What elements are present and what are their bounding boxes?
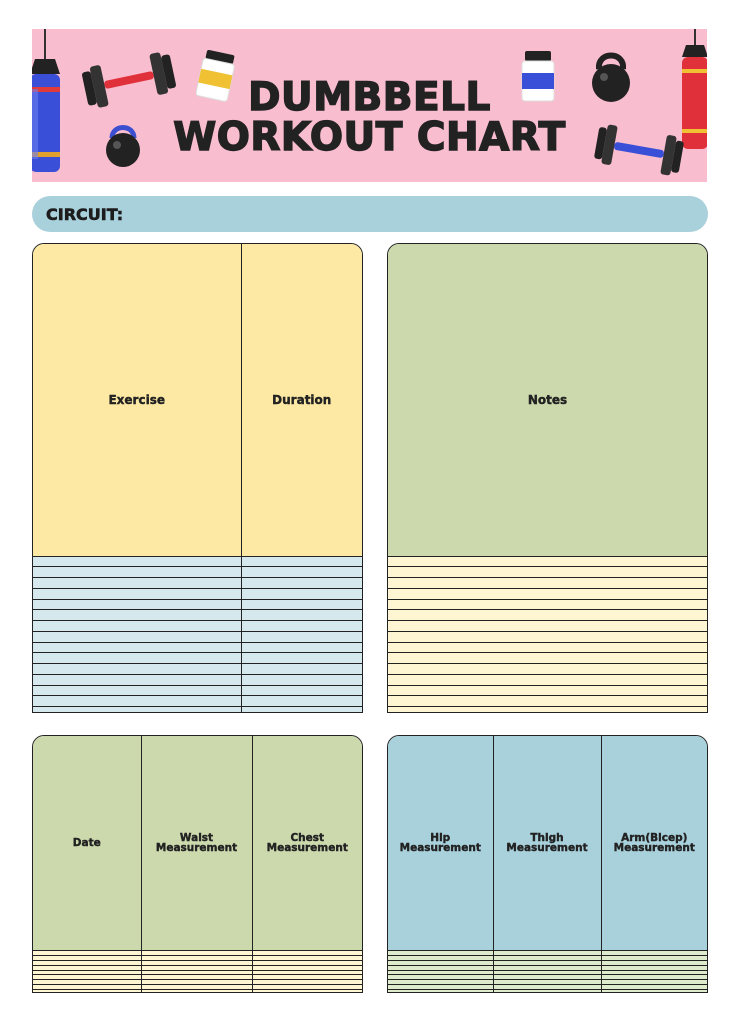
- duration-column-header: Duration: [241, 244, 362, 556]
- exercise-table-cell[interactable]: [33, 707, 241, 713]
- measurement-table-1-cell[interactable]: [141, 990, 252, 992]
- notes-table-row: [388, 578, 707, 589]
- exercise-table-row: [33, 631, 362, 642]
- notes-table-cell[interactable]: [388, 653, 707, 664]
- exercise-table-cell[interactable]: [241, 653, 362, 664]
- notes-table-row: [388, 696, 707, 707]
- exercise-table-cell[interactable]: [241, 642, 362, 653]
- exercise-table-cell[interactable]: [241, 685, 362, 696]
- exercise-table-cell[interactable]: [33, 588, 241, 599]
- notes-table-cell[interactable]: [388, 599, 707, 610]
- notes-table-row: [388, 664, 707, 675]
- exercise-table-cell[interactable]: [241, 707, 362, 713]
- exercise-table-row: [33, 621, 362, 632]
- circuit-field[interactable]: [32, 196, 708, 232]
- measurement-table-hip-thigh-arm: [387, 735, 708, 993]
- waist-column-header: Waist Measurement: [141, 736, 252, 951]
- exercise-table-row: [33, 642, 362, 653]
- exercise-table-cell[interactable]: [241, 674, 362, 685]
- notes-table-cell[interactable]: [388, 664, 707, 675]
- exercise-table-cell[interactable]: [33, 664, 241, 675]
- exercise-table-row: [33, 707, 362, 713]
- notes-table-cell[interactable]: [388, 631, 707, 642]
- notes-column-header: Notes: [388, 244, 707, 556]
- page-title: [32, 75, 707, 160]
- circuit-label: CIRCUIT:: [46, 204, 124, 224]
- exercise-table-cell[interactable]: [241, 621, 362, 632]
- notes-table-cell[interactable]: [388, 674, 707, 685]
- exercise-table-cell[interactable]: [241, 631, 362, 642]
- exercise-table-row: [33, 588, 362, 599]
- exercise-table-row: [33, 696, 362, 707]
- exercise-table-cell[interactable]: [33, 653, 241, 664]
- exercise-table-cell[interactable]: [241, 588, 362, 599]
- notes-table-row: [388, 556, 707, 567]
- notes-table-row: [388, 642, 707, 653]
- notes-table-cell[interactable]: [388, 588, 707, 599]
- notes-table-row: [388, 631, 707, 642]
- notes-table-row: [388, 653, 707, 664]
- exercise-table-cell[interactable]: [241, 556, 362, 567]
- measurement-table-1-row: [33, 990, 362, 992]
- notes-table-cell[interactable]: [388, 707, 707, 713]
- exercise-table-cell[interactable]: [241, 664, 362, 675]
- notes-table-row: [388, 610, 707, 621]
- header-banner: [32, 29, 707, 182]
- exercise-table-cell[interactable]: [33, 642, 241, 653]
- notes-table-row: [388, 588, 707, 599]
- notes-table-cell[interactable]: [388, 556, 707, 567]
- exercise-table-cell[interactable]: [33, 556, 241, 567]
- notes-table-row: [388, 674, 707, 685]
- hip-column-header: Hip Measurement: [388, 736, 493, 951]
- notes-table: [387, 243, 708, 713]
- exercise-table-cell[interactable]: [33, 599, 241, 610]
- exercise-table-cell[interactable]: [33, 578, 241, 589]
- exercise-table-row: [33, 567, 362, 578]
- title-line-1: DUMBBELL: [248, 75, 491, 120]
- exercise-column-header: Exercise: [33, 244, 241, 556]
- measurement-table-2-cell[interactable]: [388, 990, 493, 992]
- notes-table-row: [388, 685, 707, 696]
- exercise-table-cell[interactable]: [33, 696, 241, 707]
- notes-table-cell[interactable]: [388, 685, 707, 696]
- exercise-table-row: [33, 664, 362, 675]
- notes-table-cell[interactable]: [388, 567, 707, 578]
- exercise-table-cell[interactable]: [33, 621, 241, 632]
- notes-table-cell[interactable]: [388, 621, 707, 632]
- exercise-table-row: [33, 578, 362, 589]
- notes-table-row: [388, 599, 707, 610]
- chest-column-header: Chest Measurement: [252, 736, 362, 951]
- exercise-table-cell[interactable]: [241, 578, 362, 589]
- exercise-table-cell[interactable]: [241, 599, 362, 610]
- exercise-table-cell[interactable]: [241, 696, 362, 707]
- exercise-table-cell[interactable]: [33, 685, 241, 696]
- exercise-table-cell[interactable]: [33, 631, 241, 642]
- exercise-table-row: [33, 685, 362, 696]
- exercise-table-row: [33, 556, 362, 567]
- measurement-table-2-cell[interactable]: [493, 990, 601, 992]
- exercise-table-row: [33, 610, 362, 621]
- measurement-table-2-row: [388, 990, 707, 992]
- date-column-header: Date: [33, 736, 141, 951]
- notes-table-cell[interactable]: [388, 696, 707, 707]
- title-line-2: WORKOUT CHART: [173, 115, 566, 160]
- arm-bicep-column-header: Arm(Bicep) Measurement: [601, 736, 707, 951]
- exercise-table-cell[interactable]: [241, 610, 362, 621]
- notes-table-cell[interactable]: [388, 610, 707, 621]
- exercise-table-row: [33, 653, 362, 664]
- measurement-table-1-cell[interactable]: [252, 990, 362, 992]
- thigh-column-header: Thigh Measurement: [493, 736, 601, 951]
- exercise-table-cell[interactable]: [33, 674, 241, 685]
- measurement-table-2-cell[interactable]: [601, 990, 707, 992]
- exercise-table-cell[interactable]: [241, 567, 362, 578]
- exercise-table-row: [33, 599, 362, 610]
- notes-table-row: [388, 707, 707, 713]
- exercise-table-row: [33, 674, 362, 685]
- exercise-table: [32, 243, 363, 713]
- measurement-table-date-waist-chest: [32, 735, 363, 993]
- notes-table-cell[interactable]: [388, 578, 707, 589]
- notes-table-row: [388, 621, 707, 632]
- exercise-table-cell[interactable]: [33, 567, 241, 578]
- measurement-table-1-cell[interactable]: [33, 990, 141, 992]
- notes-table-cell[interactable]: [388, 642, 707, 653]
- exercise-table-cell[interactable]: [33, 610, 241, 621]
- notes-table-row: [388, 567, 707, 578]
